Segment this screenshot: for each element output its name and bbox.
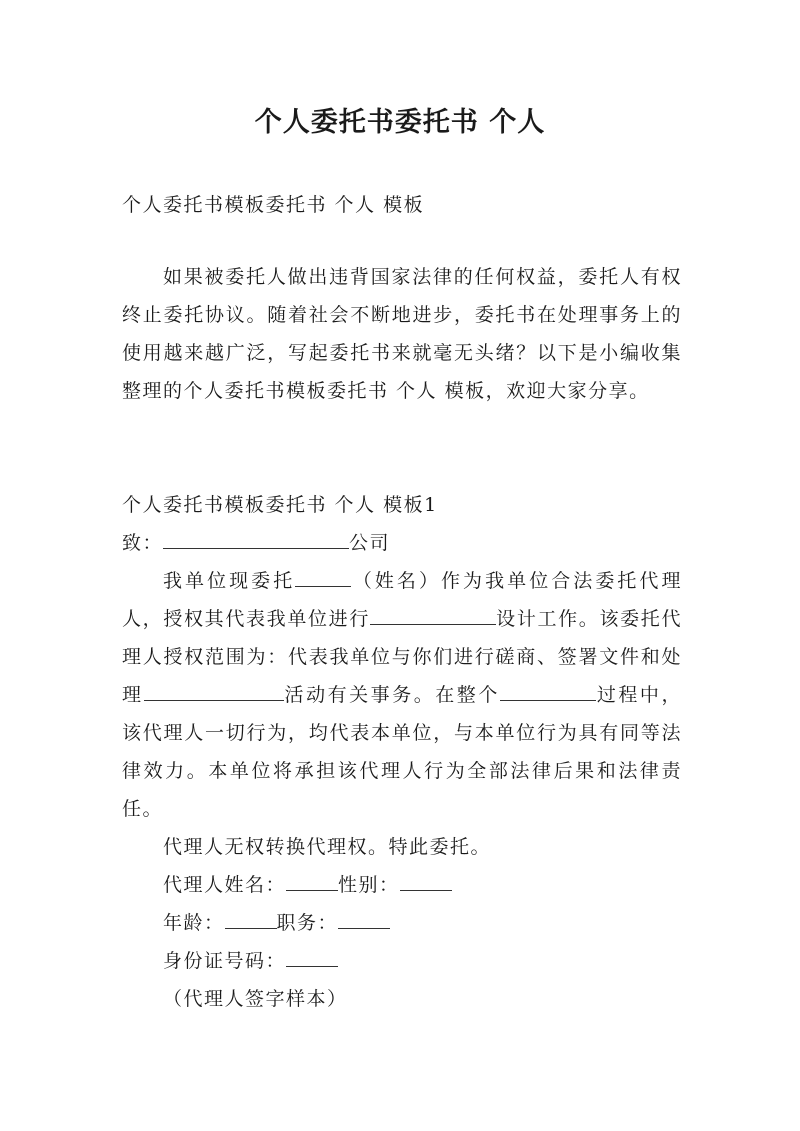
- activity-blank: [144, 678, 284, 701]
- id-number-label: 身份证号码：: [163, 950, 287, 972]
- document-title: 个人委托书委托书 个人: [254, 107, 546, 138]
- agent-name-label: 代理人姓名：: [163, 874, 287, 896]
- agent-name-field-blank: [286, 868, 338, 891]
- addressee-prefix: 致：: [122, 532, 164, 554]
- agent-name-blank: [295, 564, 351, 587]
- auth-text-e: 过程中，该代理人一切行为，均代表本单位，与本单位行为具有同等法律效力。本单位将承担该代理人行为全部法律后果和法律责任。: [122, 684, 682, 820]
- auth-text-a: 我单位现委托: [163, 570, 296, 592]
- auth-text-c: 设计工作。该委托代理人授权范围为：代表我单位与你们进行磋商、签署文件和处理: [122, 608, 682, 706]
- gender-blank: [400, 868, 452, 891]
- intro-paragraph: [122, 258, 682, 410]
- addressee-suffix: 公司: [349, 532, 391, 554]
- id-number-line: [122, 942, 682, 980]
- position-label: 职务：: [276, 912, 339, 934]
- id-number-blank: [286, 944, 338, 967]
- project-blank: [370, 602, 496, 625]
- age-label: 年龄：: [163, 912, 225, 934]
- auth-text-d: 活动有关事务。在整个: [283, 684, 500, 706]
- company-blank: [163, 526, 349, 549]
- authorization-paragraph: [122, 562, 682, 828]
- signature-note: （代理人签字样本）: [163, 988, 348, 1010]
- template-section: [122, 486, 682, 1018]
- process-blank: [500, 678, 596, 701]
- agent-name-gender-line: [122, 866, 682, 904]
- intro-text: 如果被委托人做出违背国家法律的任何权益，委托人有权终止委托协议。随着社会不断地进步，委托书在处理事务上的使用越来越广泛，写起委托书来就毫无头绪？以下是小编收集整理的个人委托书模板委托书 个人 模板，欢迎大家分享。: [122, 266, 682, 402]
- gender-label: 性别：: [338, 874, 400, 896]
- position-blank: [338, 906, 390, 929]
- auth-text-b: （姓名）作为我单位合法委托代理人，授权其代表我单位进行: [122, 570, 682, 630]
- addressee-line: [122, 524, 682, 562]
- document-subtitle: 个人委托书模板委托书 个人 模板: [122, 194, 425, 216]
- no-transfer-paragraph: 代理人无权转换代理权。特此委托。: [163, 836, 492, 858]
- section-heading: 个人委托书模板委托书 个人 模板1: [122, 494, 438, 516]
- age-position-line: [122, 904, 682, 942]
- age-blank: [225, 906, 277, 929]
